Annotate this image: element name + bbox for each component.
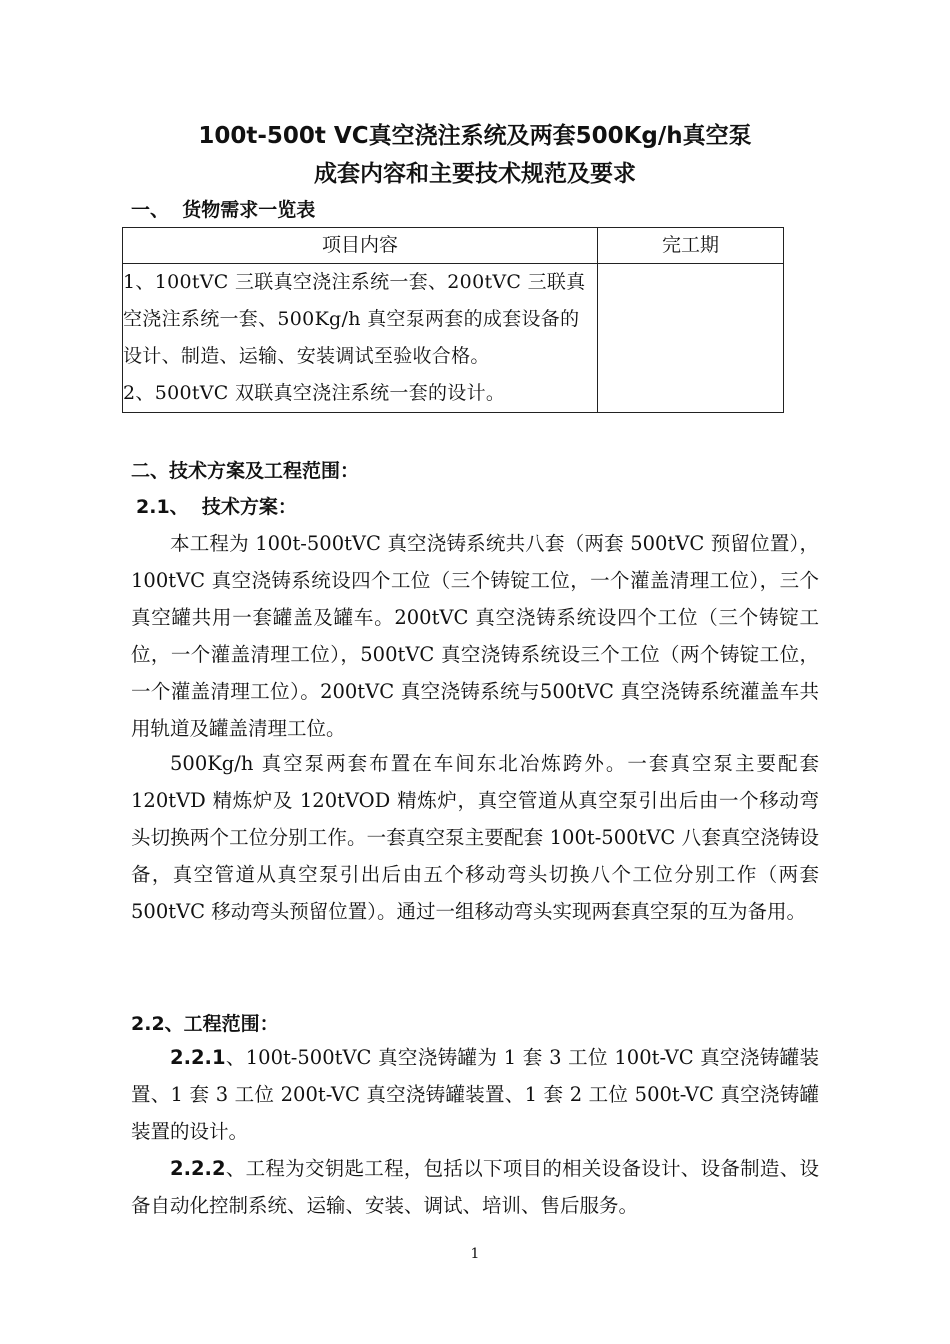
table-header-completion: 完工期 — [598, 228, 784, 264]
table-cell-item-1: 1、100tVC 三联真空浇注系统一套、200tVC 三联真空浇注系统一套、500Kg/h 真空泵两套的成套设备的设计、制造、运输、安装调试至验收合格。 — [123, 271, 586, 367]
scope-item-2-label: 2.2.2 — [170, 1157, 226, 1180]
table-cell-item-2: 2、500tVC 双联真空浇注系统一套的设计。 — [123, 382, 506, 404]
scope-item-1-text: 、100t-500tVC 真空浇铸罐为 1 套 3 工位 100t-VC 真空浇铸罐装置、1 套 3 工位 200t-VC 真空浇铸罐装置、1 套 2 工位 500t-VC 真空浇铸罐装置的设计。 — [131, 1046, 819, 1143]
requirements-table — [122, 227, 784, 413]
section-2-heading: 二、技术方案及工程范围： — [131, 460, 360, 482]
table-row — [123, 264, 784, 413]
scope-item-1-label: 2.2.1 — [170, 1046, 226, 1069]
table-cell-completion — [598, 264, 784, 413]
page-title: 100t-500t VC真空浇注系统及两套500Kg/h真空泵 — [198, 123, 752, 149]
page-number: 1 — [470, 1246, 480, 1262]
scope-item-2-text: 、工程为交钥匙工程，包括以下项目的相关设备设计、设备制造、设备自动化控制系统、运输、安装、调试、培训、售后服务。 — [131, 1157, 819, 1217]
table-cell-content — [123, 264, 598, 413]
paragraph-technical-plan-1: 本工程为 100t-500tVC 真空浇铸系统共八套（两套 500tVC 预留位置），100tVC 真空浇铸系统设四个工位（三个铸锭工位，一个灌盖清理工位），三个真空罐共用一套罐盖及罐车。200tVC 真空浇铸系统设四个工位（三个铸锭工位，一个灌盖清理工位），500tVC 真空浇铸系统设三个工位（两个铸锭工位，一个灌盖清理工位）。200tVC 真空浇铸系统与500tVC 真空浇铸系统灌盖车共用轨道及罐盖清理工位。 — [131, 532, 819, 740]
paragraph-scope-1 — [131, 1039, 819, 1150]
page-subtitle: 成套内容和主要技术规范及要求 — [314, 161, 636, 187]
section-2-2-heading: 2.2、工程范围： — [131, 1013, 279, 1035]
section-1-heading: 一、 货物需求一览表 — [131, 199, 316, 221]
section-2-1-heading: 2.1、 技术方案： — [136, 496, 297, 518]
paragraph-technical-plan-2: 500Kg/h 真空泵两套布置在车间东北冶炼跨外。一套真空泵主要配套 120tVD 精炼炉及 120tVOD 精炼炉，真空管道从真空泵引出后由一个移动弯头切换两个工位分别工作。一套真空泵主要配套 100t-500tVC 八套真空浇铸设备，真空管道从真空泵引出后由五个移动弯头切换八个工位分别工作（两套 500tVC 移动弯头预留位置）。通过一组移动弯头实现两套真空泵的互为备用。 — [131, 752, 819, 923]
table-header-content: 项目内容 — [123, 228, 598, 264]
paragraph-scope-2 — [131, 1150, 819, 1224]
